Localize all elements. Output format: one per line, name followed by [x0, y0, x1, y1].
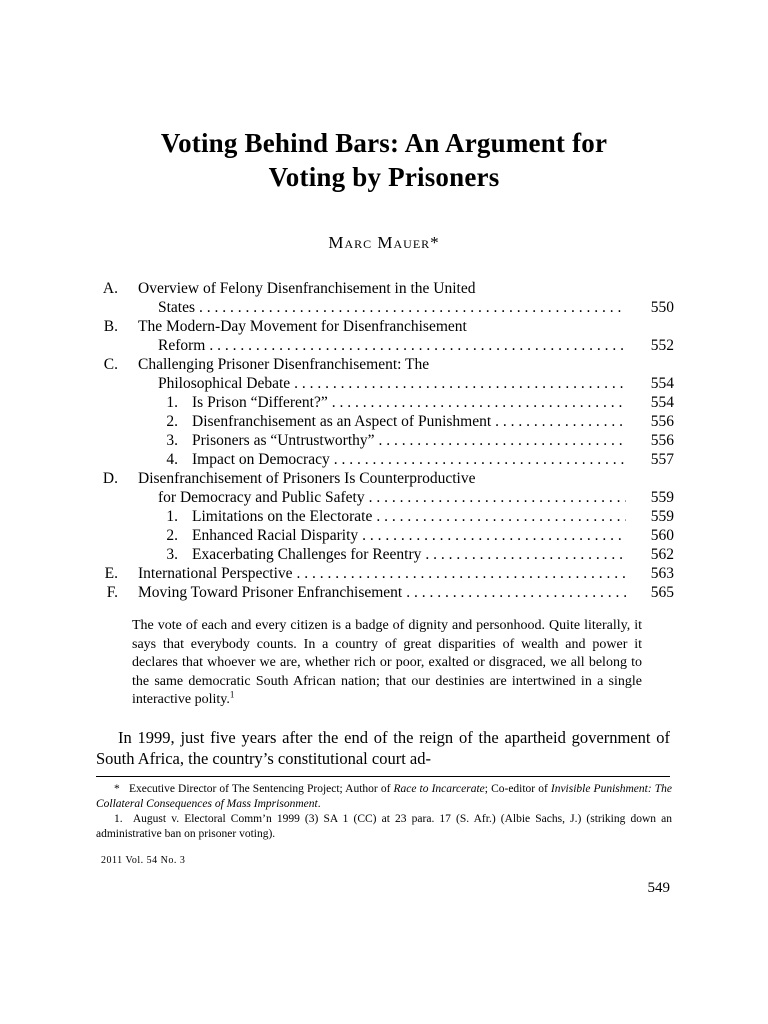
toc-entry[interactable]	[96, 317, 674, 355]
toc-title: Moving Toward Prisoner Enfranchisement	[138, 584, 403, 601]
toc-marker: B.	[103, 318, 118, 335]
title-line-1: Voting Behind Bars: An Argument for	[160, 128, 608, 158]
toc-page-number: 554	[650, 375, 674, 392]
toc-entry[interactable]	[96, 583, 674, 602]
footnote-1-marker: 1.	[114, 813, 123, 825]
toc-page-number: 556	[650, 413, 674, 430]
toc-page-number: 552	[650, 337, 674, 354]
toc-page-number: 556	[650, 432, 674, 449]
toc-marker: F.	[106, 584, 118, 601]
epigraph-text: The vote of each and every citizen is a badge of dignity and personhood. Quite literally, it says that everybody counts. In a country of great disparities of wealth and power it declares that whoever we are, whether rich or poor, exalted or disgraced, we all belong to the same democratic South African nation; that our destinies are intertwined in a single interactive polity.	[132, 618, 642, 707]
toc-title: Enhanced Racial Disparity	[192, 527, 359, 544]
footnote-author	[96, 782, 672, 812]
body-paragraph	[96, 727, 670, 769]
author-name: Marc Mauer*	[328, 233, 440, 252]
toc-entry[interactable]	[96, 545, 674, 564]
toc-entry[interactable]	[96, 469, 674, 507]
toc-title: The Modern-Day Movement for Disenfranchisement	[138, 318, 467, 335]
toc-title: Philosophical Debate	[158, 375, 291, 392]
toc-marker: A.	[102, 280, 118, 297]
toc-title: for Democracy and Public Safety	[158, 489, 365, 506]
toc-page-number: 559	[650, 508, 674, 525]
page-number: 549	[647, 880, 670, 896]
toc-entry[interactable]	[96, 450, 674, 469]
toc-marker: E.	[104, 565, 118, 582]
toc-page-number: 563	[650, 565, 674, 582]
toc-entry[interactable]	[96, 507, 674, 526]
toc-marker: C.	[103, 356, 118, 373]
toc-dot-leader	[209, 336, 626, 355]
footnote-author-text-2: ; Co-editor of	[484, 783, 551, 795]
toc-title: Disenfranchisement of Prisoners Is Counterproductive	[138, 470, 476, 487]
toc-title: International Perspective	[138, 565, 293, 582]
toc-dot-leader	[297, 564, 626, 583]
toc-title: Prisoners as “Untrustworthy”	[192, 432, 375, 449]
toc-page-number: 560	[650, 527, 674, 544]
toc-title: Limitations on the Electorate	[192, 508, 373, 525]
toc-title: States	[158, 299, 196, 316]
toc-page-number: 554	[650, 394, 674, 411]
toc-entry[interactable]	[96, 431, 674, 450]
toc-dot-leader	[379, 431, 626, 450]
toc-dot-leader	[334, 450, 626, 469]
toc-marker: 3.	[166, 546, 178, 563]
footnote-author-text: Executive Director of The Sentencing Project; Author of	[128, 783, 394, 795]
toc-title: Reform	[158, 337, 206, 354]
toc-page-number: 557	[650, 451, 674, 468]
toc-entry[interactable]	[96, 393, 674, 412]
journal-citation: 2011 Vol. 54 No. 3	[101, 855, 186, 866]
toc-entry[interactable]	[96, 355, 674, 393]
toc-entry[interactable]	[96, 412, 674, 431]
toc-dot-leader	[332, 393, 626, 412]
footnote-divider	[96, 776, 670, 777]
footnotes	[96, 782, 672, 842]
toc-page-number: 562	[650, 546, 674, 563]
toc-dot-leader	[376, 507, 626, 526]
toc-page-number: 559	[650, 489, 674, 506]
toc-title: Exacerbating Challenges for Reentry	[192, 546, 422, 563]
toc-entry[interactable]	[96, 526, 674, 545]
body-paragraph-text: In 1999, just five years after the end of the reign of the apartheid government of South Africa, the country’s constitutional court ad-	[96, 728, 670, 768]
book-title-race-to-incarcerate: Race to Incarcerate	[393, 783, 485, 795]
toc-title: Is Prison “Different?”	[192, 394, 328, 411]
toc-dot-leader	[495, 412, 626, 431]
footnote-1-text: August v. Electoral Comm’n 1999 (3) SA 1 (CC) at 23 para. 17 (S. Afr.) (Albie Sachs, J.) (striking down an administrative ban on prisoner voting).	[96, 813, 673, 840]
toc-dot-leader	[199, 298, 626, 317]
toc-entry[interactable]	[96, 564, 674, 583]
table-of-contents	[96, 279, 674, 602]
toc-marker: 3.	[166, 432, 178, 449]
toc-marker: 2.	[166, 527, 178, 544]
toc-marker: 2.	[166, 413, 178, 430]
toc-dot-leader	[294, 374, 626, 393]
toc-page-number: 565	[650, 584, 674, 601]
epigraph-quote	[132, 617, 642, 710]
toc-dot-leader	[406, 583, 626, 602]
toc-marker: 1.	[166, 508, 178, 525]
toc-marker: 4.	[166, 451, 178, 468]
toc-dot-leader	[369, 488, 626, 507]
epigraph-footnote-ref[interactable]: 1	[229, 689, 235, 700]
toc-title: Impact on Democracy	[192, 451, 330, 468]
toc-dot-leader	[362, 526, 626, 545]
footnote-star-marker: *	[114, 783, 120, 795]
toc-marker: D.	[102, 470, 118, 487]
toc-title: Challenging Prisoner Disenfranchisement: The	[138, 356, 430, 373]
toc-dot-leader	[425, 545, 626, 564]
book-title-invisible-punishment: Invisible Punishment: The Collateral Consequences of Mass Imprisonment	[96, 783, 672, 810]
toc-marker: 1.	[166, 394, 178, 411]
article-title	[0, 126, 768, 194]
title-line-2: Voting by Prisoners	[268, 162, 500, 192]
toc-page-number: 550	[650, 299, 674, 316]
footnote-1	[96, 812, 672, 842]
toc-entry[interactable]	[96, 279, 674, 317]
toc-title: Overview of Felony Disenfranchisement in the United	[138, 280, 476, 297]
toc-title: Disenfranchisement as an Aspect of Punishment	[192, 413, 492, 430]
footnote-author-text-3: .	[317, 798, 321, 810]
